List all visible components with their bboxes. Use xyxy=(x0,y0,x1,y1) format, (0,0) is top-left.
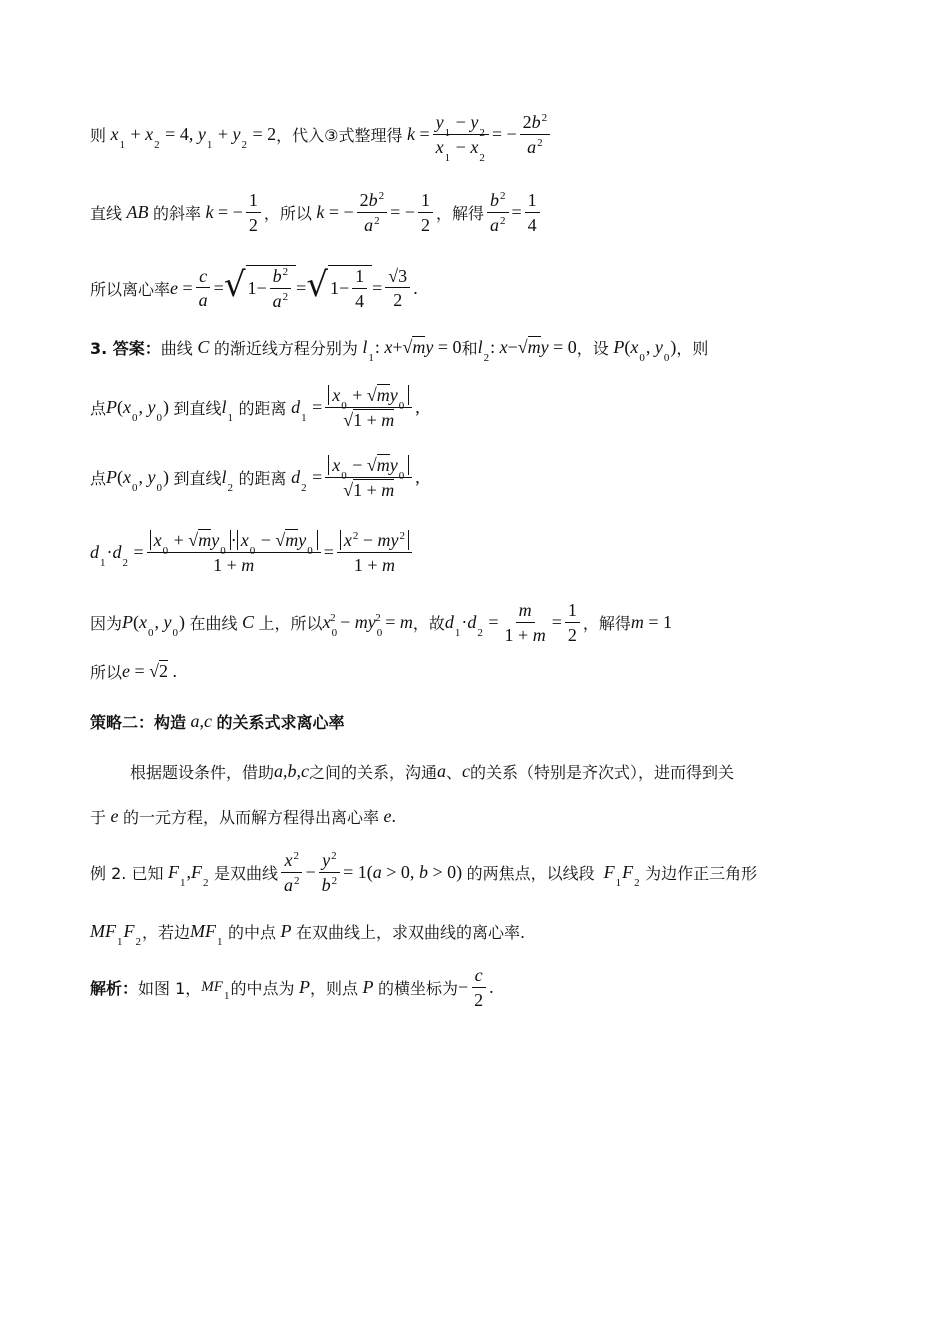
line-product-d1d2: $d_1\cdot d_2$ = $\frac{x_0 + √my_0\cdot x_0 - √my_0}{1 + m}$ = $\frac{x^2 - my^2}{1 + m}$ xyxy=(90,530,415,575)
solution-line: 解析： 如图 1， $MF_1$ 的中点为 P ，则点 P 的横坐标为 − $\frac{c}{2}$ . xyxy=(90,965,494,1010)
line-distance-d1: 点 $P(x_0$, $y_0$) 到直线 $l_1$ 的距离 $d_1$ = $\frac{x_0 + √my_0}{√1 + m}$ , xyxy=(90,385,420,430)
line-answer-3: 3. 答案： 曲线 C 的渐近线方程分别为 $l_1$: x+√my = 0 和 $l_2$: x−√my = 0 ，设 $P(x_0$, $y_0$) ，则 xyxy=(90,337,709,364)
line-slope-ab: 直线 AB 的斜率 k = − $\frac{1}{2}$ ，所以 k = − $\frac{2b^2}{a^2}$ = − $\frac{1}{2}$ ，解得 $\frac{b^2}{a^2}$ = $\frac{1}{4}$ xyxy=(90,190,543,235)
line-sum-coordinates: 则 $x_1 + x_2 = 4$, $y_1 + y_2 = 2$ ，代入③式整理得 k = $\frac{y_1 - y_2}{x_1 - x_2}$ = − $\frac{2b^2}{a^2}$ xyxy=(90,112,553,157)
strategy-2-heading: 策略二：构造 a,c 的关系式求离心率 xyxy=(90,711,345,732)
text-dairu: ，代入③式整理得 xyxy=(276,126,403,146)
example-2-line-2: $MF_1F_2$ ，若边 $MF_1$ 的中点 P 在双曲线上，求双曲线的离心率. xyxy=(90,921,526,948)
paragraph-line-1: 根据题设条件，借助 a,b,c 之间的关系，沟通 a 、 c 的关系（特别是齐次式），进而得到关 xyxy=(130,761,735,782)
fraction-slope: $\frac{y_1 - y_2}{x_1 - x_2}$ xyxy=(433,112,489,157)
text-ze: 则 xyxy=(90,126,107,146)
answer-3-label: 3. 答案： xyxy=(90,339,161,358)
example-2-line-1: 例 2. 已知 $F_1,F_2$ 是双曲线 $\frac{x^2}{a^2}$ − $\frac{y^2}{b^2}$ = 1(a > 0, b > 0) 的两焦点，以线段 $F_1F_2$ 为边作正三角形 xyxy=(90,850,758,895)
line-result-e: 所以 e = √2 . xyxy=(90,661,178,682)
line-solve-m: 因为 $P(x_0$, $y_0$) 在曲线 C 上，所以 $x_0^2 - my_0^2 = m$ ，故 $d_1\cdot d_2$ = $\frac{m}{1 + m}$ = $\frac{1}{2}$ ，解得 m = 1 xyxy=(90,600,673,645)
paragraph-line-2: 于 e 的一元方程，从而解方程得出离心率 e. xyxy=(90,806,397,827)
line-distance-d2: 点 $P(x_0$, $y_0$) 到直线 $l_2$ 的距离 $d_2$ = $\frac{x_0 - √my_0}{√1 + m}$ , xyxy=(90,455,420,500)
line-eccentricity-1: 所以离心率 e = $\frac{c}{a}$ = √ 1− $\frac{b^2}{a^2}$ = √ 1− $\frac{1}{4}$ = $\frac{√3}{2}$ . xyxy=(90,265,418,311)
